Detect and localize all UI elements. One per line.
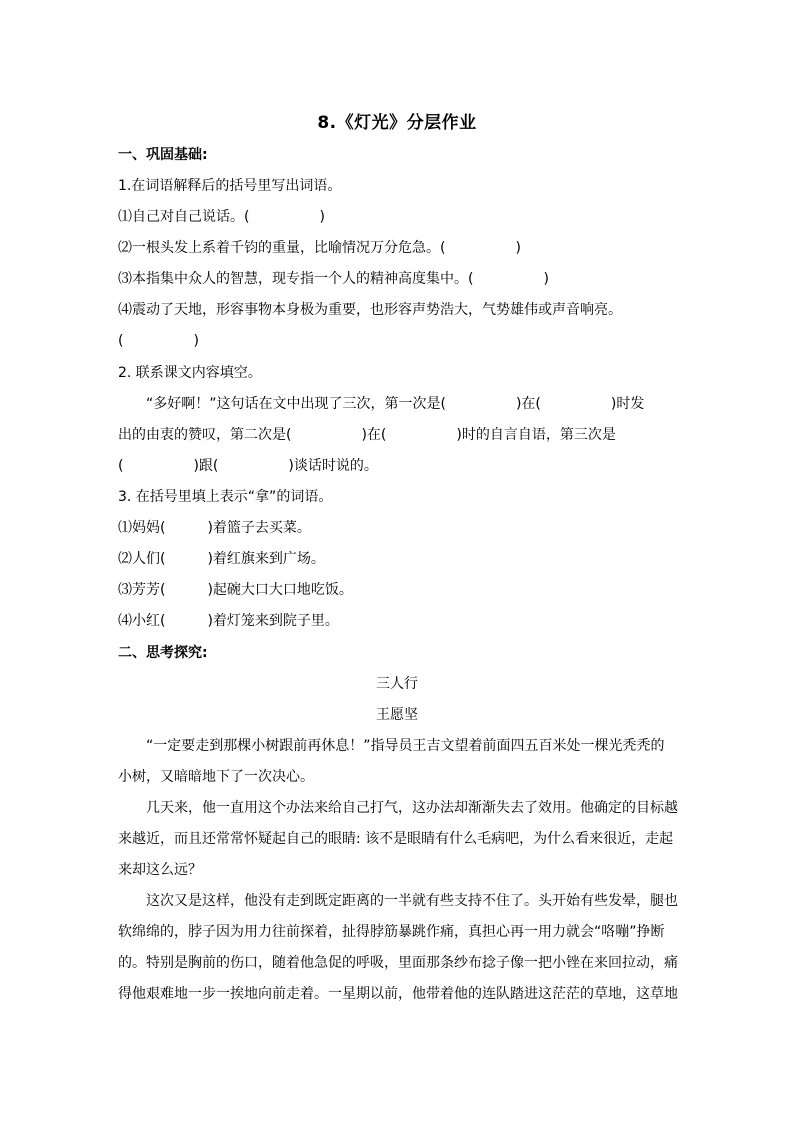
story-paragraph-line: 的。特别是胸前的伤口，随着他急促的呼吸，里面那条纱布捻子像一把小锉在来回拉动，痛 [118, 955, 678, 971]
question-2-prompt: 2. 联系课文内容填空。 [118, 365, 262, 381]
question-1-item: ⑷震动了天地，形容事物本身极为重要，也形容声势浩大，气势雄伟或声音响亮。 [118, 302, 622, 318]
story-paragraph-line: 这次又是这样，他没有走到既定距离的一半就有些支持不住了。头开始有些发晕，腿也 [146, 893, 678, 909]
question-3-item: ⑷小红( )着灯笼来到院子里。 [118, 613, 339, 629]
question-2-text-line: “多好啊！”这句话在文中出现了三次，第一次是( )在( )时发 [146, 396, 645, 412]
section-heading-inquiry: 二、思考探究: [118, 645, 208, 661]
story-paragraph-line: 来却这么远？ [118, 862, 202, 878]
story-paragraph-line: “一定要走到那棵小树跟前再休息！”指导员王吉文望着前面四五百米处一棵光秃秃的 [146, 738, 665, 754]
section-heading-basics: 一、巩固基础: [118, 147, 208, 163]
story-paragraph-line: 软绵绵的，脖子因为用力往前探着，扯得脖筋暴跳作痛，真担心再一用力就会“咯嘣”挣断 [118, 924, 665, 940]
question-2-text-line: ( )跟( )谈话时说的。 [118, 458, 378, 474]
question-3-item: ⑴妈妈( )着篮子去买菜。 [118, 520, 311, 536]
story-paragraph-line: 小树，又暗暗地下了一次决心。 [118, 769, 314, 785]
question-3-prompt: 3. 在括号里填上表示“拿”的词语。 [118, 489, 333, 505]
story-paragraph-line: 几天来，他一直用这个办法来给自己打气，这办法却渐渐失去了效用。他确定的目标越 [146, 800, 678, 816]
story-title: 三人行 [376, 676, 418, 692]
question-1-item: ⑶本指集中众人的智慧，现专指一个人的精神高度集中。( ) [118, 271, 549, 287]
story-paragraph-line: 得他艰难地一步一挨地向前走着。一星期以前，他带着他的连队踏进这茫茫的草地，这草地 [118, 986, 678, 1002]
question-1-prompt: 1.在词语解释后的括号里写出词语。 [118, 178, 342, 194]
question-3-item: ⑵人们( )着红旗来到广场。 [118, 551, 325, 567]
question-1-item: ⑴自己对自己说话。( ) [118, 209, 325, 225]
question-3-item: ⑶芳芳( )起碗大口大口地吃饭。 [118, 582, 353, 598]
story-paragraph-line: 来越近，而且还常常怀疑起自己的眼睛: 该不是眼睛有什么毛病吧，为什么看来很近，走起 [118, 831, 674, 847]
story-author: 王愿坚 [376, 707, 418, 723]
question-1-item: ⑵一根头发上系着千钧的重量，比喻情况万分危急。( ) [118, 240, 521, 256]
page-title: 8.《灯光》分层作业 [317, 113, 477, 133]
question-1-item: ( ) [118, 333, 199, 349]
question-2-text-line: 出的由衷的赞叹，第二次是( )在( )时的自言自语，第三次是 [118, 427, 616, 443]
